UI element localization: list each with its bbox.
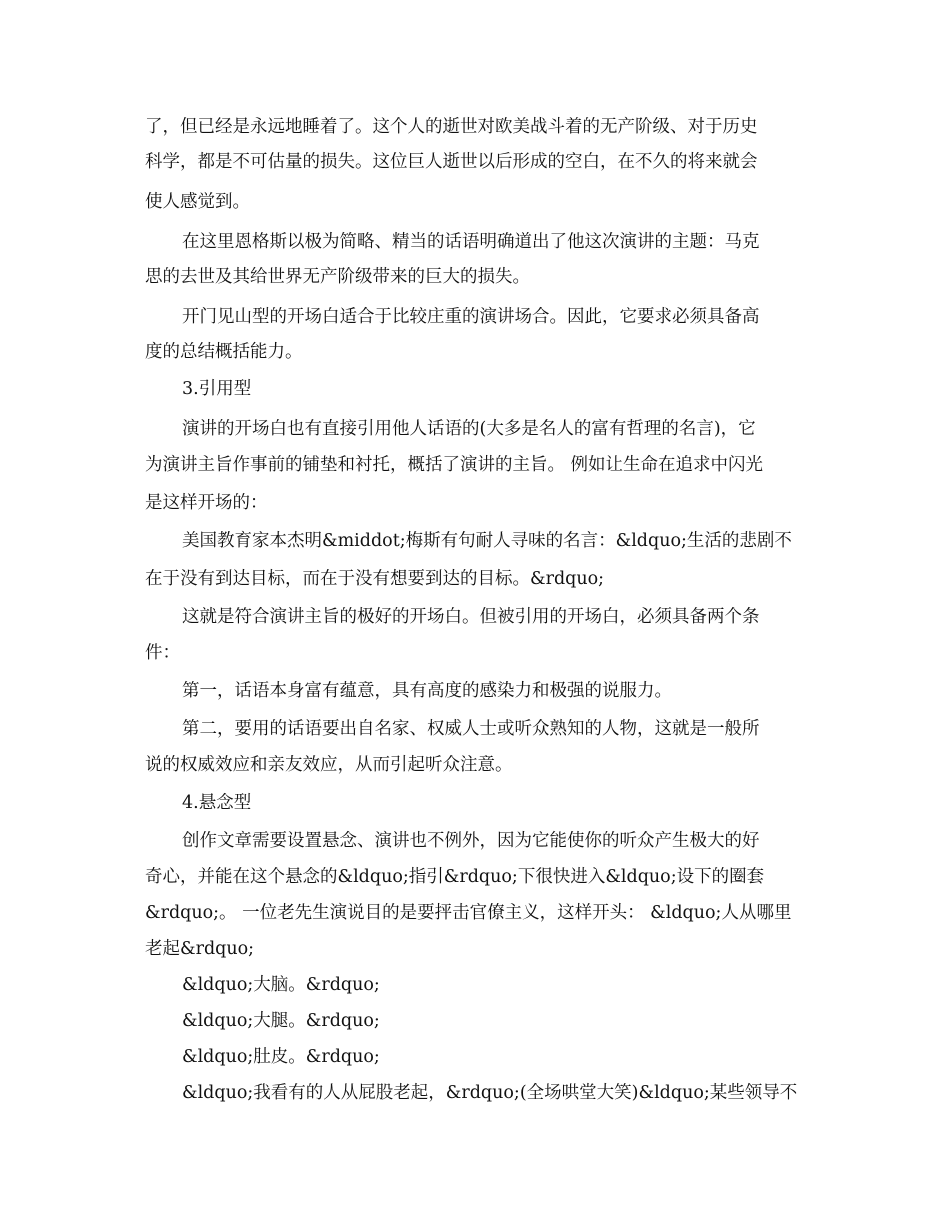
text-line: 思的去世及其给世界无产阶级带来的巨大的损失。	[145, 267, 530, 287]
text-line: &ldquo;大脑。&rdquo;	[182, 975, 380, 995]
section-heading: 4.悬念型	[182, 793, 252, 813]
text-line: 在于没有到达目标，而在于没有想要到达的目标。&rdquo;	[145, 569, 605, 589]
text-line: 创作文章需要设置悬念、演讲也不例外，因为它能使你的听众产生极大的好	[182, 831, 760, 851]
text-line: 说的权威效应和亲友效应，从而引起听众注意。	[145, 755, 513, 775]
text-line: 开门见山型的开场白适合于比较庄重的演讲场合。因此，它要求必须具备高	[182, 307, 760, 327]
text-line: &ldquo;大腿。&rdquo;	[182, 1011, 380, 1031]
text-line: &ldquo;我看有的人从屁股老起，&rdquo;(全场哄堂大笑)&ldquo;某些领导不	[182, 1083, 798, 1103]
text-line: 第二，要用的话语要出自名家、权威人士或听众熟知的人物，这就是一般所	[182, 719, 760, 739]
text-line: 了，但已经是永远地睡着了。这个人的逝世对欧美战斗着的无产阶级、对于历史	[145, 117, 758, 137]
text-line: 演讲的开场白也有直接引用他人话语的(大多是名人的富有哲理的名言)，它	[182, 419, 756, 439]
text-line: 是这样开场的：	[145, 493, 268, 513]
text-line: 度的总结概括能力。	[145, 342, 303, 362]
text-line: &ldquo;肚皮。&rdquo;	[182, 1047, 380, 1067]
text-line: 为演讲主旨作事前的铺垫和衬托，概括了演讲的主旨。 例如让生命在追求中闪光	[145, 455, 764, 475]
text-line: &rdquo;。 一位老先生演说目的是要抨击官僚主义，这样开头： &ldquo;人从哪里	[145, 903, 792, 923]
text-line: 件：	[145, 643, 180, 663]
text-line: 老起&rdquo;	[145, 939, 255, 959]
text-line: 第一，话语本身富有蕴意，具有高度的感染力和极强的说服力。	[182, 681, 672, 701]
text-line: 使人感觉到。	[145, 192, 250, 212]
text-line: 这就是符合演讲主旨的极好的开场白。但被引用的开场白，必须具备两个条	[182, 607, 760, 627]
section-heading: 3.引用型	[182, 379, 252, 399]
text-line: 美国教育家本杰明&middot;梅斯有句耐人寻味的名言：&ldquo;生活的悲剧不	[182, 531, 792, 551]
text-line: 科学，都是不可估量的损失。这位巨人逝世以后形成的空白，在不久的将来就会	[145, 152, 758, 172]
text-line: 在这里恩格斯以极为简略、精当的话语明确道出了他这次演讲的主题：马克	[182, 232, 760, 252]
text-line: 奇心，并能在这个悬念的&ldquo;指引&rdquo;下很快进入&ldquo;设下的圈套	[145, 867, 765, 887]
